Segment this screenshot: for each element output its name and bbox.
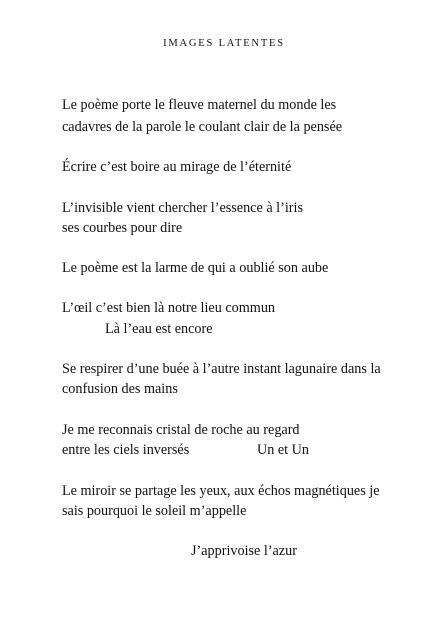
poem-line: Le miroir se partage les yeux, aux échos magnétiques je [62,483,380,499]
poem-closing-line: J’apprivoise l’azur [191,543,297,559]
poem-line: confusion des mains [62,381,178,397]
poem-line: L’œil c’est bien là notre lieu commun [62,300,276,316]
poem-line: Le poème porte le fleuve maternel du monde les [62,97,337,113]
poem-line: sais pourquoi le soleil m’appelle [62,503,247,519]
poem-title: IMAGES LATENTES [163,38,285,49]
poem-line: Se respirer d’une buée à l’autre instant lagunaire dans la [62,361,381,377]
poem-line: ses courbes pour dire [62,220,183,236]
poem-line-fragment: Un et Un [257,442,310,458]
poem-line: cadavres de la parole le coulant clair de la pensée [62,119,343,135]
poem-line: Le poème est la larme de qui a oublié son aube [62,260,329,276]
poem-line: Écrire c’est boire au mirage de l’éternité [62,159,292,175]
poem-line: L’invisible vient chercher l’essence à l’iris [62,200,303,216]
poem-line: Je me reconnais cristal de roche au regard [62,422,300,438]
poem-line: entre les ciels inversés [62,442,190,458]
poem-line-indented: Là l’eau est encore [105,321,213,337]
